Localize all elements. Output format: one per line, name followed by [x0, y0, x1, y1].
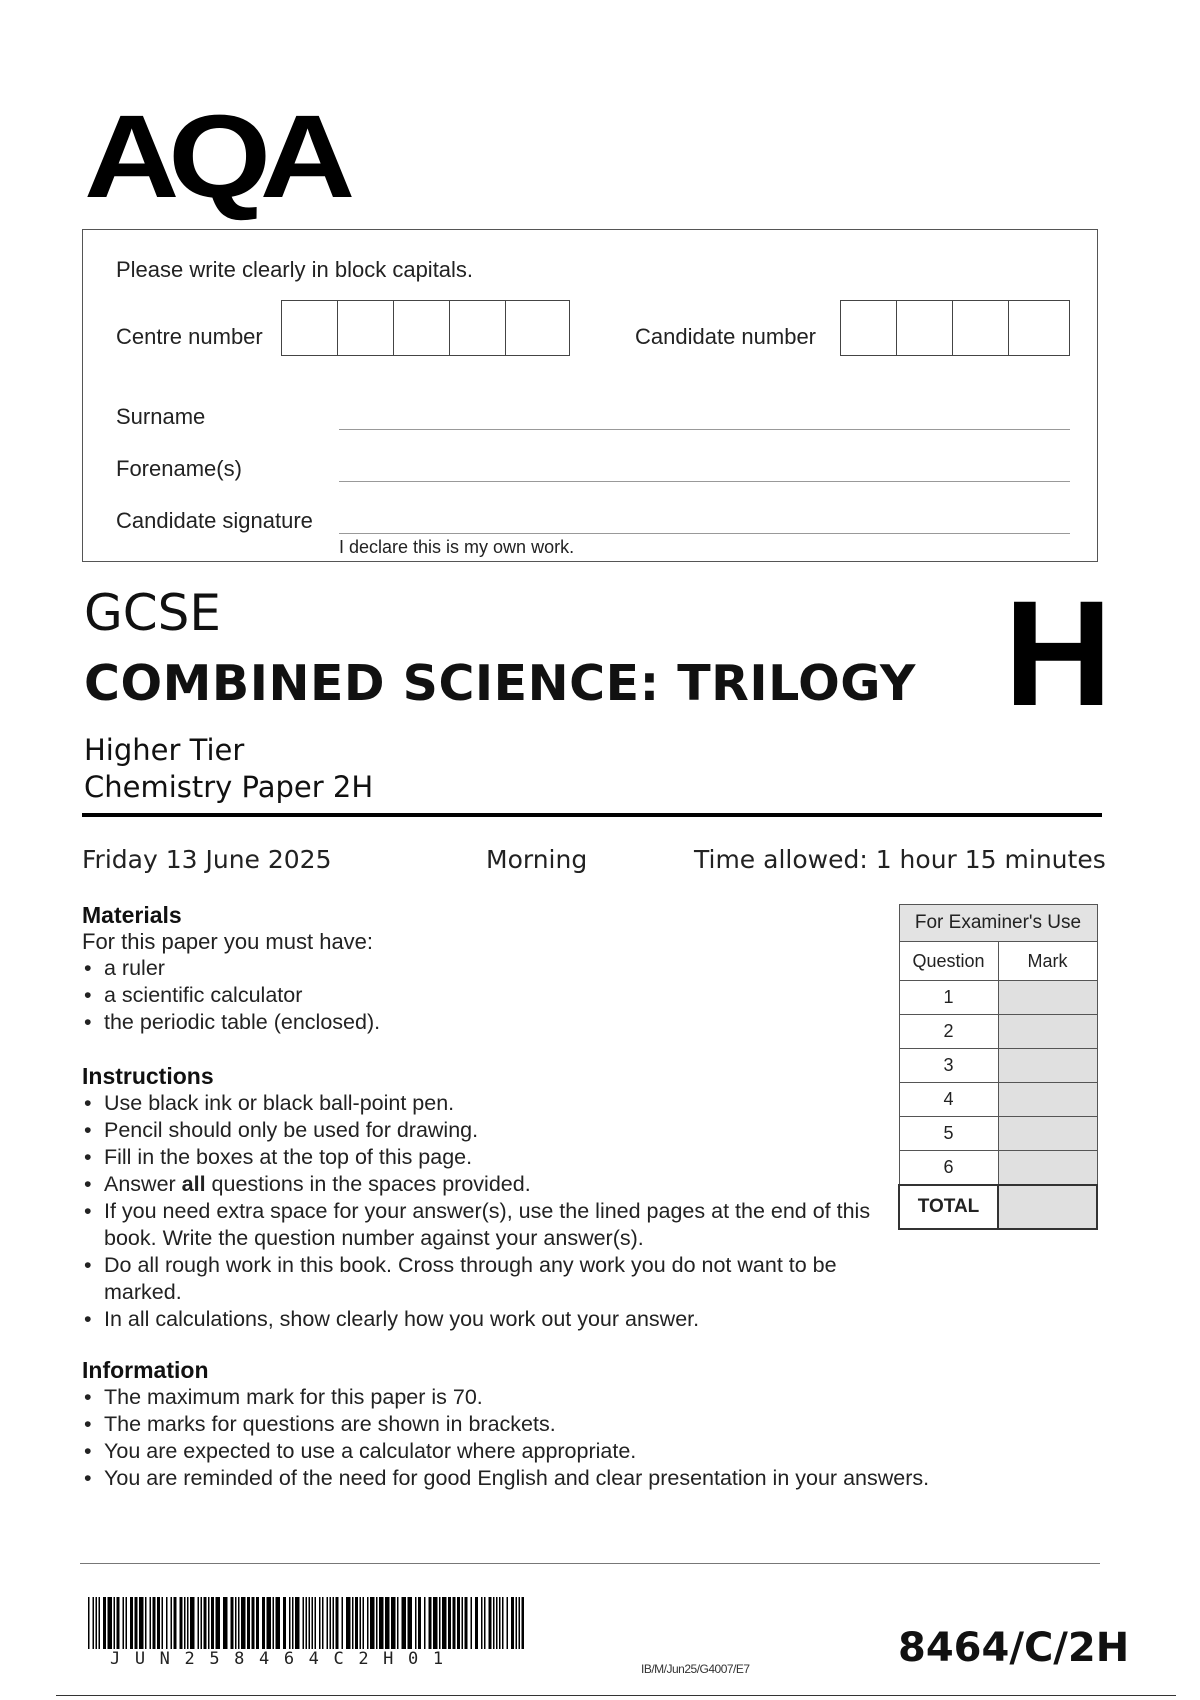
total-label: TOTAL — [899, 1185, 998, 1229]
candidate-details-box — [82, 229, 1098, 562]
surname-field[interactable] — [339, 429, 1070, 430]
surname-label: Surname — [116, 404, 206, 429]
question-number: 5 — [899, 1117, 998, 1151]
candidate-number-digit[interactable] — [1009, 301, 1065, 355]
forenames-field[interactable] — [339, 481, 1070, 482]
candidate-number-digit[interactable] — [897, 301, 953, 355]
question-number: 1 — [899, 981, 998, 1015]
information-section — [82, 1357, 1082, 1492]
declaration-text: I declare this is my own work. — [339, 537, 575, 557]
page-bottom-rule — [56, 1695, 1176, 1696]
tier-name: Higher Tier — [84, 733, 245, 767]
time-allowed: Time allowed: 1 hour 15 minutes — [694, 845, 1106, 874]
signature-field[interactable] — [339, 533, 1070, 534]
instructions-heading: Instructions — [82, 1063, 214, 1089]
question-number: 6 — [899, 1151, 998, 1186]
instructions-section — [82, 1063, 882, 1333]
list-item: • Pencil should only be used for drawing. — [82, 1117, 882, 1144]
materials-heading: Materials — [82, 902, 182, 928]
exam-session: Morning — [486, 845, 588, 874]
mark-cell[interactable] — [998, 1083, 1097, 1117]
candidate-number-boxes[interactable] — [840, 300, 1070, 356]
mark-cell[interactable] — [998, 1049, 1097, 1083]
mark-cell[interactable] — [998, 1015, 1097, 1049]
question-column-header: Question — [899, 942, 998, 981]
list-item: • The marks for questions are shown in brackets. — [82, 1411, 1082, 1438]
centre-number-digit[interactable] — [338, 301, 394, 355]
list-item: • Answer all questions in the spaces provided. — [82, 1171, 882, 1198]
list-item: • Use black ink or black ball-point pen. — [82, 1090, 882, 1117]
list-item: • You are expected to use a calculator where appropriate. — [82, 1438, 1082, 1465]
candidate-number-digit[interactable] — [953, 301, 1009, 355]
list-item: • You are reminded of the need for good English and clear presentation in your answers. — [82, 1465, 1082, 1492]
examiner-table-heading: For Examiner's Use — [899, 905, 1097, 942]
list-item: • The maximum mark for this paper is 70. — [82, 1384, 1082, 1411]
exam-date: Friday 13 June 2025 — [82, 845, 332, 874]
aqa-logo: AQA — [84, 91, 345, 223]
materials-section — [82, 902, 862, 1036]
mark-cell[interactable] — [998, 981, 1097, 1015]
candidate-number-digit[interactable] — [841, 301, 897, 355]
total-mark-cell[interactable] — [998, 1185, 1097, 1229]
centre-number-digit[interactable] — [394, 301, 450, 355]
forenames-label: Forename(s) — [116, 456, 242, 481]
paper-name: Chemistry Paper 2H — [84, 770, 374, 804]
list-item: • the periodic table (enclosed). — [82, 1009, 862, 1036]
qualification-title: GCSE — [84, 584, 221, 642]
paper-code: 8464/C/2H — [898, 1625, 1130, 1671]
list-item: • If you need extra space for your answer(s), use the lined pages at the end of this book. Write the question number against your answer(s). — [82, 1198, 882, 1252]
centre-number-label: Centre number — [116, 324, 263, 349]
centre-number-digit[interactable] — [282, 301, 338, 355]
examiner-use-table — [898, 904, 1098, 1230]
subject-title: COMBINED SCIENCE: TRILOGY — [84, 655, 916, 712]
question-number: 4 — [899, 1083, 998, 1117]
centre-number-boxes[interactable] — [281, 300, 570, 356]
block-capitals-instruction: Please write clearly in block capitals. — [116, 257, 474, 282]
question-number: 2 — [899, 1015, 998, 1049]
centre-number-digit[interactable] — [506, 301, 562, 355]
mark-cell[interactable] — [998, 1151, 1097, 1186]
document-reference: IB/M/Jun25/G4007/E7 — [641, 1662, 750, 1676]
barcode — [88, 1597, 526, 1649]
question-number: 3 — [899, 1049, 998, 1083]
tier-letter: H — [1004, 569, 1113, 737]
list-item: • a ruler — [82, 955, 862, 982]
list-item: • Fill in the boxes at the top of this page. — [82, 1144, 882, 1171]
mark-column-header: Mark — [998, 942, 1097, 981]
footer-divider — [80, 1563, 1100, 1564]
barcode-text: JUN258464C2H01 — [110, 1649, 458, 1669]
list-item: • a scientific calculator — [82, 982, 862, 1009]
title-divider — [82, 813, 1102, 817]
signature-label: Candidate signature — [116, 508, 313, 533]
centre-number-digit[interactable] — [450, 301, 506, 355]
information-heading: Information — [82, 1357, 209, 1383]
mark-cell[interactable] — [998, 1117, 1097, 1151]
materials-intro: For this paper you must have: — [82, 929, 374, 954]
list-item: • Do all rough work in this book. Cross through any work you do not want to be marked. — [82, 1252, 882, 1306]
candidate-number-label: Candidate number — [635, 324, 817, 349]
list-item: • In all calculations, show clearly how you work out your answer. — [82, 1306, 882, 1333]
